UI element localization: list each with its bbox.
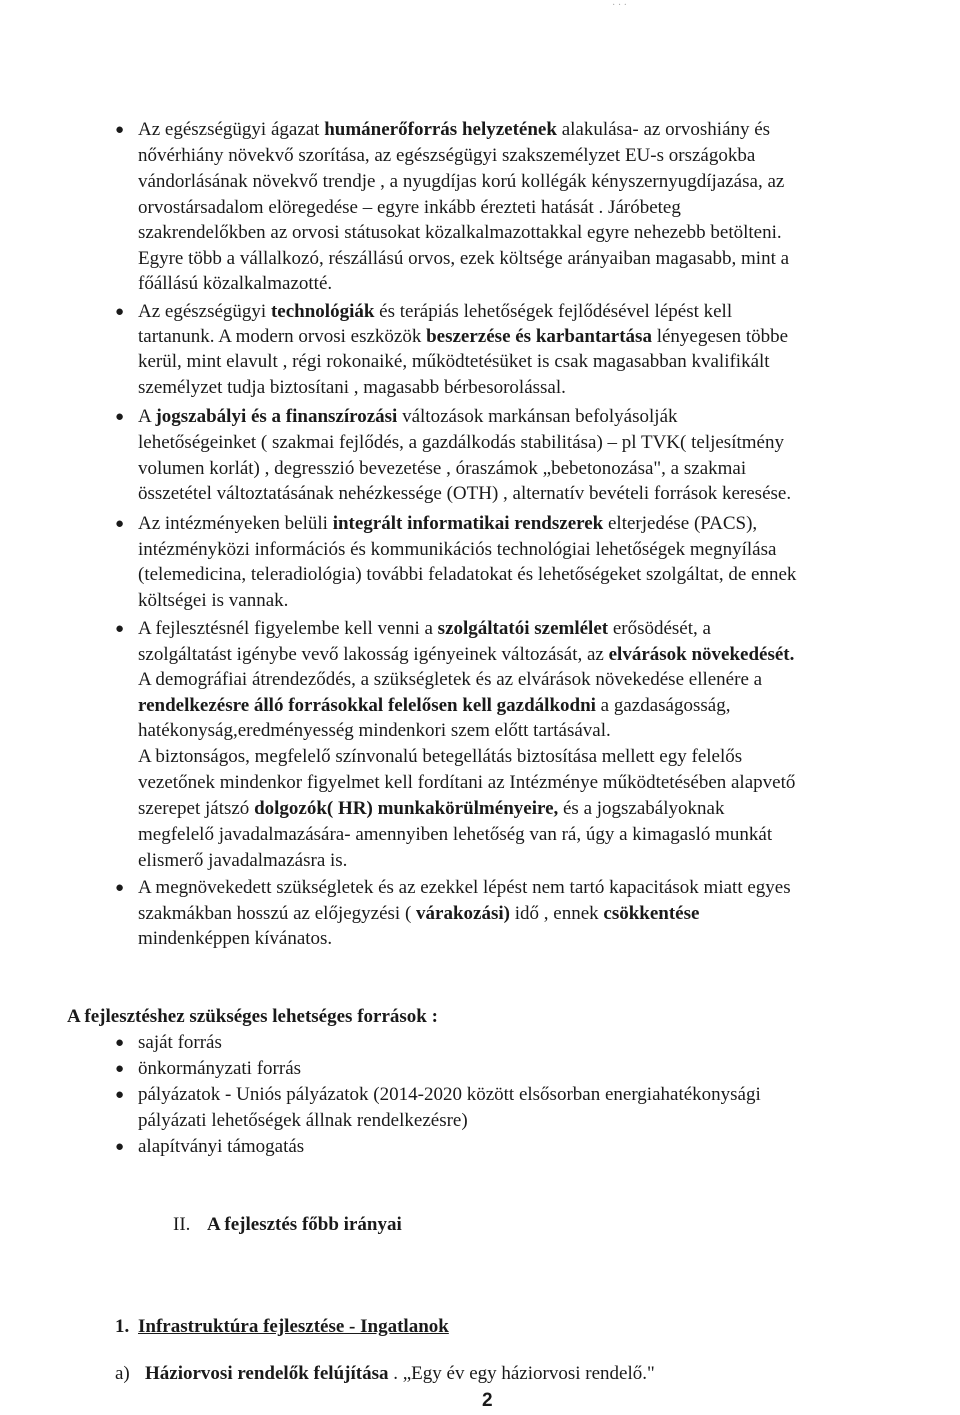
text: tartanunk. A modern orvosi eszközök xyxy=(138,326,427,347)
text: Az intézményeken belüli xyxy=(138,513,333,534)
text-line xyxy=(138,643,794,667)
text-line: szakrendelőkben az orvosi státusokat közalkalmazottakkal egyre nehezebb betölteni. xyxy=(138,222,782,243)
bullet-icon: ● xyxy=(115,1035,125,1051)
text-line: lehetőségeinket ( szakmai fejlődés, a gazdálkodás stabilitása) – pl TVK( teljesítmény xyxy=(138,432,784,453)
bold-text: rendelkezésre álló forrásokkal felelősen kell gazdálkodni xyxy=(138,695,596,716)
text: . „Egy év egy háziorvosi rendelő." xyxy=(388,1363,655,1384)
text-line xyxy=(138,405,678,429)
text-line: nővérhiány növekvő szorítása, az egészségügyi szakszemélyzet EU-s országokba xyxy=(138,145,756,166)
bold-text: 1. xyxy=(115,1316,130,1337)
source-item: alapítványi támogatás xyxy=(138,1136,305,1157)
text-line: vándorlásának növekvő trendje , a nyugdíjas korú kollégák kényszernyugdíjazása, az xyxy=(138,171,785,192)
section-number: II. xyxy=(173,1214,191,1235)
subsection-title xyxy=(138,1315,449,1339)
text-line xyxy=(138,694,730,718)
text-line xyxy=(138,902,699,926)
page-number: 2 xyxy=(482,1390,493,1411)
text-line: (telemedicina, teleradiológia) további feladatokat és lehetőségeket szolgáltat, de ennek xyxy=(138,564,797,585)
bold-text: humánerőforrás helyzetének xyxy=(324,119,557,140)
subsection-number xyxy=(115,1315,129,1339)
text: idő , ennek xyxy=(509,903,604,924)
source-item: önkormányzati forrás xyxy=(138,1058,302,1079)
text: Az egészségügyi ágazat xyxy=(138,119,325,140)
text-line: elismerő javadalmazásra is. xyxy=(138,850,348,871)
bullet-icon: ● xyxy=(115,621,125,637)
text: szolgáltatást igénybe vevő lakosság igényeinek változását, az xyxy=(138,644,609,665)
text: a gazdaságosság, xyxy=(595,695,731,716)
text-line: főállású közalkalmazotté. xyxy=(138,273,333,294)
text-line: összetétel változtatásának nehézkessége (OTH) , alternatív bevételi források keresése. xyxy=(138,483,792,504)
text-line xyxy=(138,300,732,324)
text-line: költségei is vannak. xyxy=(138,590,289,611)
bold-text: jogszabályi és a finanszírozási xyxy=(155,406,398,427)
text-line: A biztonságos, megfelelő színvonalú betegellátás biztosítása mellett egy felelős xyxy=(138,746,743,767)
text-line: vezetőnek mindenkor figyelmet kell fordítani az Intézménye működtetésében alapvető xyxy=(138,772,796,793)
text-line: orvostársadalom elöregedése – egyre inkább érezteti hatását . Járóbeteg xyxy=(138,197,681,218)
item-text xyxy=(145,1362,655,1386)
sources-heading xyxy=(67,1005,438,1029)
bold-text: csökkentése xyxy=(603,903,700,924)
bullet-icon: ● xyxy=(115,516,125,532)
bold-text: integrált informatikai rendszerek xyxy=(332,513,604,534)
text-line: volumen korlát) , degresszió bevezetése , óraszámok „bebetonozása", a szakmai xyxy=(138,458,747,479)
bullet-icon: ● xyxy=(115,304,125,320)
bold-text: szolgáltatói szemlélet xyxy=(437,618,609,639)
bullet-icon: ● xyxy=(115,409,125,425)
text: és a jogszabályoknak xyxy=(558,798,725,819)
text-line: A megnövekedett szükségletek és az ezekkel lépést nem tartó kapacitások miatt egyes xyxy=(138,877,791,898)
text-line: személyzet tudja biztosítani , magasabb bérbesorolással. xyxy=(138,377,566,398)
text: A fejlesztésnél figyelembe kell venni a xyxy=(138,618,438,639)
text-line: Egyre több a vállalkozó, részállású orvos, ezek költsége arányaiban magasabb, mint a xyxy=(138,248,790,269)
item-label: a) xyxy=(115,1363,130,1384)
text-line: mindenképpen kívánatos. xyxy=(138,928,333,949)
bullet-icon: ● xyxy=(115,1139,125,1155)
text-line: hatékonyság,eredményesség mindenkori szem előtt tartásával. xyxy=(138,720,611,741)
text: változások markánsan befolyásolják xyxy=(397,406,678,427)
bold-text: Háziorvosi rendelők felújítása xyxy=(145,1363,389,1384)
text: szakmákban hosszú az előjegyzési ( xyxy=(138,903,417,924)
bold-text: elvárások növekedését. xyxy=(608,644,795,665)
text: szerepet játszó xyxy=(138,798,255,819)
text: alakulása- az orvoshiány és xyxy=(556,119,771,140)
bold-text: technológiák xyxy=(270,301,375,322)
text-line: A demográfiai átrendeződés, a szükségletek és az elvárások növekedése ellenére a xyxy=(138,669,763,690)
text: erősödését, a xyxy=(608,618,711,639)
bullet-icon: ● xyxy=(115,880,125,896)
bullet-icon: ● xyxy=(115,1061,125,1077)
text-line xyxy=(138,512,757,536)
text: A xyxy=(138,406,156,427)
text-line: megfelelő javadalmazására- amennyiben lehetőség van rá, úgy a kimagasló munkát xyxy=(138,824,773,845)
bold-text: A fejlesztéshez szükséges lehetséges források : xyxy=(67,1006,438,1027)
text-line: intézményközi információs és kommunikációs technológiai lehetőségek megnyílása xyxy=(138,539,777,560)
bold-text: A fejlesztés főbb irányai xyxy=(207,1214,402,1235)
text-line xyxy=(138,118,770,142)
scan-specks: · · · xyxy=(612,0,627,11)
source-item: pályázatok - Uniós pályázatok (2014-2020 között elsősorban energiahatékonysági xyxy=(138,1084,761,1105)
text-line: kerül, mint elavult , régi rokonaiké, működtetésüket is csak magasabban kvalifikált xyxy=(138,351,770,372)
bold-text: dolgozók( HR) xyxy=(254,798,373,819)
text-line xyxy=(138,797,724,821)
text: lényegesen többe xyxy=(651,326,789,347)
text: elterjedése (PACS), xyxy=(603,513,758,534)
text-line xyxy=(138,617,711,641)
bullet-icon: ● xyxy=(115,1087,125,1103)
source-item-continued: pályázati lehetőségek állnak rendelkezésre) xyxy=(138,1110,468,1131)
source-item: saját forrás xyxy=(138,1032,222,1053)
text: Az egészségügyi xyxy=(138,301,271,322)
text: és terápiás lehetőségek fejlődésével lépést kell xyxy=(374,301,733,322)
bold-text: beszerzése és karbantartása xyxy=(426,326,652,347)
bullet-icon: ● xyxy=(115,122,125,138)
text-line xyxy=(138,325,788,349)
underlined-bold-text: Infrastruktúra fejlesztése - Ingatlanok xyxy=(138,1316,449,1337)
bold-text: várakozási) xyxy=(416,903,510,924)
section-title xyxy=(207,1213,402,1237)
bold-text: munkakörülményeire, xyxy=(377,798,559,819)
